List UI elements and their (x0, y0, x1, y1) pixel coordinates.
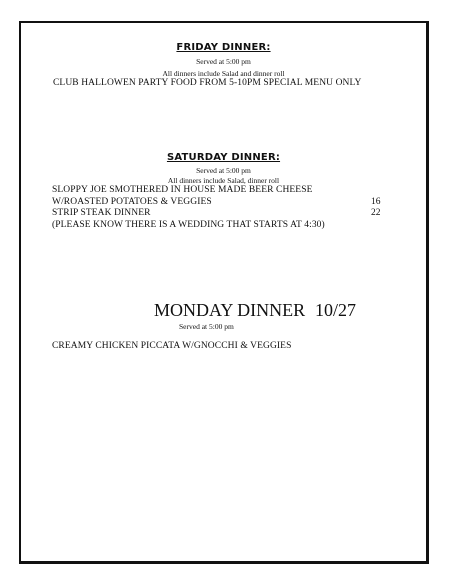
saturday-served-time: Served at 5:00 pm (196, 166, 251, 175)
saturday-menu-item: (PLEASE KNOW THERE IS A WEDDING THAT STARTS AT 4:30) (52, 220, 325, 230)
saturday-menu-item: SLOPPY JOE SMOTHERED IN HOUSE MADE BEER CHEESE (52, 185, 313, 195)
friday-includes-note: All dinners include Salad and dinner roll (162, 69, 285, 78)
menu-page (19, 21, 429, 564)
saturday-heading: SATURDAY DINNER: (166, 152, 281, 163)
saturday-menu-item: STRIP STEAK DINNER (52, 208, 151, 218)
monday-date: 10/27 (315, 300, 357, 320)
saturday-menu-item: W/ROASTED POTATOES & VEGGIES (52, 197, 212, 207)
monday-served-time: Served at 5:00 pm (179, 322, 234, 331)
monday-menu-item: CREAMY CHICKEN PICCATA W/GNOCCHI & VEGGIES (52, 341, 292, 351)
saturday-item-price: 16 (371, 197, 381, 207)
friday-menu-item: CLUB HALLOWEN PARTY FOOD FROM 5-10PM SPECIAL MENU ONLY (53, 78, 362, 88)
saturday-includes-note: All dinners include Salad, dinner roll (167, 176, 280, 185)
friday-served-time: Served at 5:00 pm (196, 57, 251, 66)
monday-heading: MONDAY DINNER (154, 300, 306, 320)
friday-heading: FRIDAY DINNER: (176, 42, 271, 53)
saturday-item-price: 22 (371, 208, 381, 218)
